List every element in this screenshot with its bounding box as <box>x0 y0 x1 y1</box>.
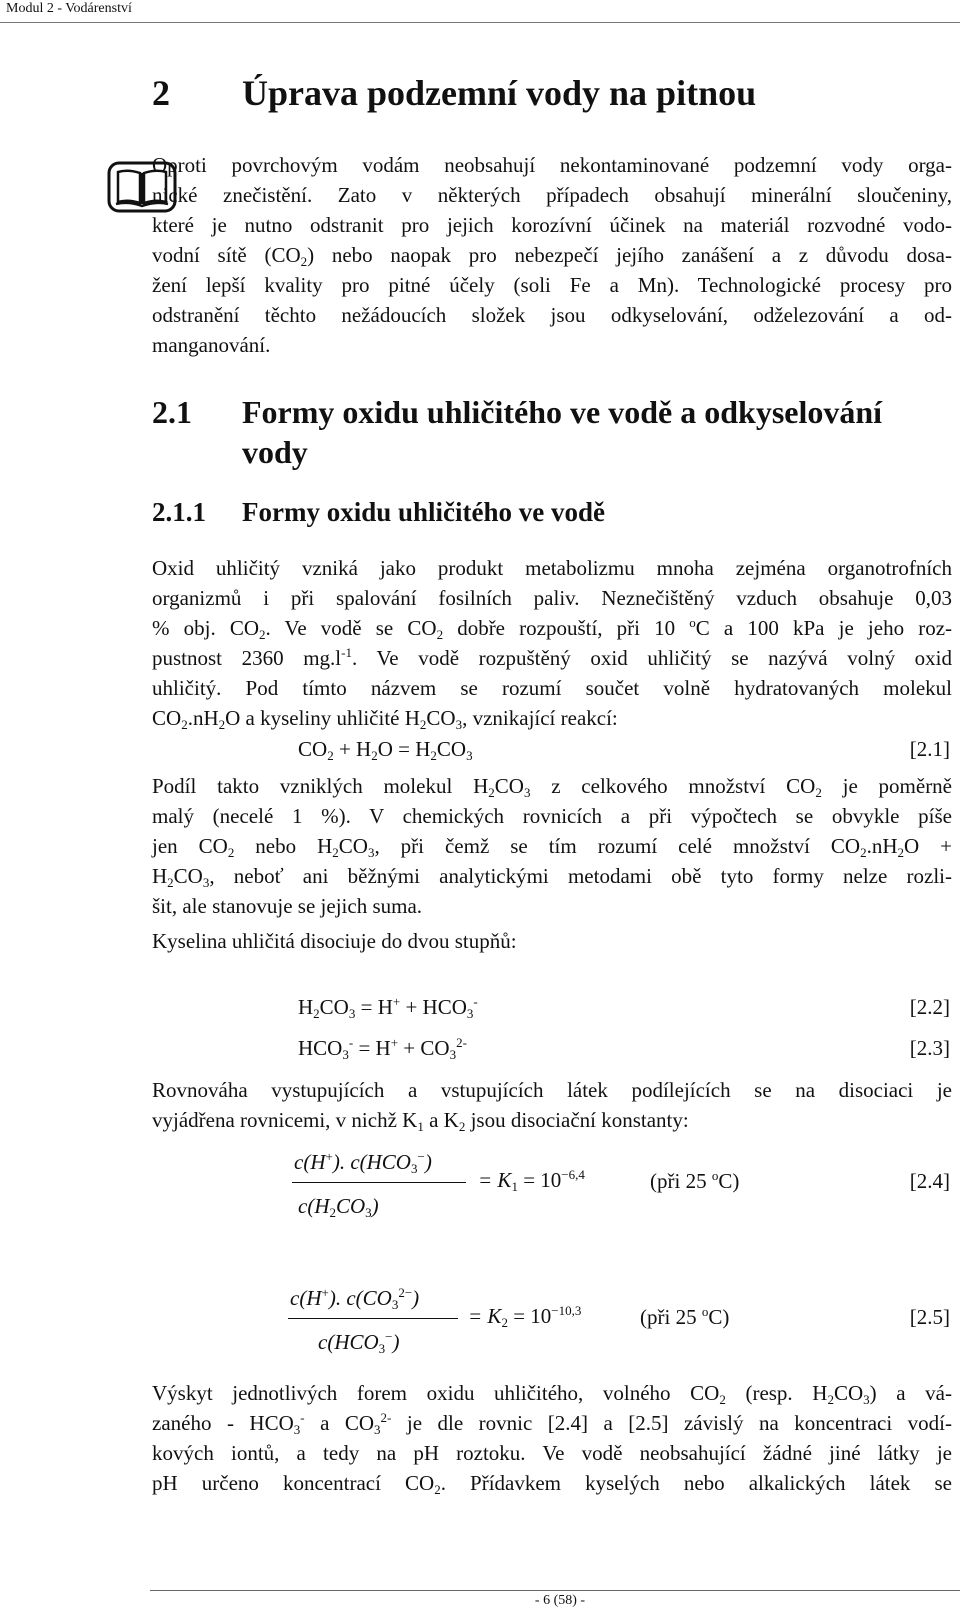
equation-number: [2.4] <box>909 1169 950 1193</box>
fraction-bar <box>292 1182 466 1183</box>
text-line: Výskyt jednotlivých forem oxidu uhličitého, volného $CO_2$ (resp. $H_2CO_3$) a vá- <box>152 1381 952 1407</box>
subsection-number: 2.1.1 <box>152 497 206 527</box>
paragraph-ph-dependency <box>152 1378 952 1498</box>
fraction-bar <box>288 1318 458 1319</box>
text-line: Podíl takto vzniklých molekul $H_2CO_3$ z celkového množství $CO_2$ je poměrně <box>152 774 953 800</box>
header-divider <box>0 22 960 23</box>
equation-number: [2.3] <box>909 1036 950 1060</box>
text-line: % obj. $CO_2$. Ve vodě se $CO_2$ dobře rozpouští, při 10 $^o$C a 100 kPa je jeho roz- <box>152 615 953 642</box>
text-line: pH určeno koncentrací $CO_2$. Přídavkem kyselých nebo alkalických látek se <box>152 1471 953 1497</box>
text-line: Oproti povrchovým vodám neobsahují nekontaminované podzemní vody orga- <box>152 153 952 177</box>
section-number: 2.1 <box>152 394 192 430</box>
equation-number: [2.2] <box>909 995 950 1019</box>
text-line: kových iontů, a tedy na pH roztoku. Ve vodě neobsahující žádné jiné látky je <box>152 1441 952 1465</box>
section-title-continued: vody <box>242 434 308 470</box>
text-line: které je nutno odstranit pro jejich korozívní účinek na materiál rozvodné vodo- <box>152 213 952 237</box>
text-line: manganování. <box>152 333 271 357</box>
equation-2-5-denominator: $c(HCO_3^-)$ <box>318 1329 400 1356</box>
equation-2-4-denominator: $c(H_2CO_3)$ <box>298 1194 379 1220</box>
equation-2-1: $CO_2 + H_2O = H_2CO_3$ <box>298 737 473 763</box>
footer-divider <box>150 1590 960 1591</box>
equation-2-4-condition: (při 25 $^o$C) <box>650 1168 740 1193</box>
paragraph-carbonic-acid <box>152 771 952 921</box>
text-line: šit, ale stanovuje se jejich suma. <box>152 894 423 918</box>
equation-2-5-numerator: c(H+). $c(CO_3^{2-})$ <box>290 1285 420 1312</box>
text-line: Kyselina uhličitá disociuje do dvou stupňů: <box>152 929 517 953</box>
text-line: žení lepší kvality pro pitné účely (soli Fe a Mn). Technologické procesy pro <box>152 273 952 297</box>
chapter-number: 2 <box>152 73 170 113</box>
intro-paragraph <box>152 150 952 360</box>
paragraph-co2-forms <box>152 553 952 733</box>
text-line: odstranění těchto nežádoucích složek jsou odkyselování, odželezování a od- <box>152 303 952 327</box>
paragraph-dissociation <box>152 926 952 956</box>
equation-number: [2.5] <box>909 1305 950 1329</box>
text-line: nické znečistění. Zato v některých případech obsahují minerální sloučeniny, <box>152 183 952 207</box>
running-header: Modul 2 - Vodárenství <box>6 1 132 16</box>
text-line: jen $CO_2$ nebo $H_2CO_3$, při čemž se tím rozumí celé množství $CO_2.nH_2O$ + <box>152 834 953 860</box>
paragraph-equilibrium <box>152 1075 952 1135</box>
equation-2-3: $HCO_3^- = H^+ + CO_3^{2-}$ <box>298 1035 467 1062</box>
section-title: Formy oxidu uhličitého ve vodě a odkyselování <box>242 394 883 430</box>
page-number: - 6 (58) - <box>534 1593 586 1608</box>
text-line: pustnost 2360 $mg.l^{-1}$. Ve vodě rozpuštěný oxid uhličitý se nazývá volný oxid <box>152 645 953 670</box>
equation-number: [2.1] <box>909 737 950 761</box>
text-line: zaného - $HCO_3^-$ a $CO_3^{2-}$ je dle rovnic [2.4] a [2.5] závislý na koncentraci vodí- <box>152 1410 952 1437</box>
equation-2-4-constant: = $K_1 = 10^{-6,4}$ <box>478 1167 585 1194</box>
equation-2-5-constant: = $K_2 = 10^{-10,3}$ <box>468 1303 582 1330</box>
text-line: vodní sítě $(CO_2)$ nebo naopak pro nebezpečí jejího zanášení a z důvodu dosa- <box>152 243 952 269</box>
equation-2-5-condition: (při 25 $^o$C) <box>640 1304 730 1329</box>
equation-2-2: $H_2CO_3 = H^+ + HCO_3^-$ <box>298 994 478 1021</box>
subsection-title: Formy oxidu uhličitého ve vodě <box>242 497 605 527</box>
text-line: $H_2CO_3$, neboť ani běžnými analytickými metodami obě tyto formy nelze rozli- <box>152 864 952 890</box>
text-line: uhličitý. Pod tímto názvem se rozumí součet volně hydratovaných molekul <box>152 676 952 700</box>
text-line: vyjádřena rovnicemi, v nichž $K_1$ a $K_2$ jsou disociační konstanty: <box>152 1108 689 1134</box>
chapter-title: Úprava podzemní vody na pitnou <box>242 73 757 113</box>
text-line: Oxid uhličitý vzniká jako produkt metabolizmu mnoha zejména organotrofních <box>152 556 952 580</box>
text-line: organizmů i při spalování fosilních paliv. Neznečištěný vzduch obsahuje 0,03 <box>152 586 952 610</box>
text-line: Rovnováha vystupujících a vstupujících látek podílejících se na disociaci je <box>152 1078 952 1102</box>
equation-2-4-numerator: c(H+). $c(HCO_3^-)$ <box>294 1149 432 1176</box>
text-line: malý (necelé 1 %). V chemických rovnicích a při výpočtech se obvykle píše <box>152 804 952 828</box>
text-line: $CO_2.nH_2O$ a kyseliny uhličité $H_2CO_3$, vznikající reakcí: <box>152 706 618 732</box>
